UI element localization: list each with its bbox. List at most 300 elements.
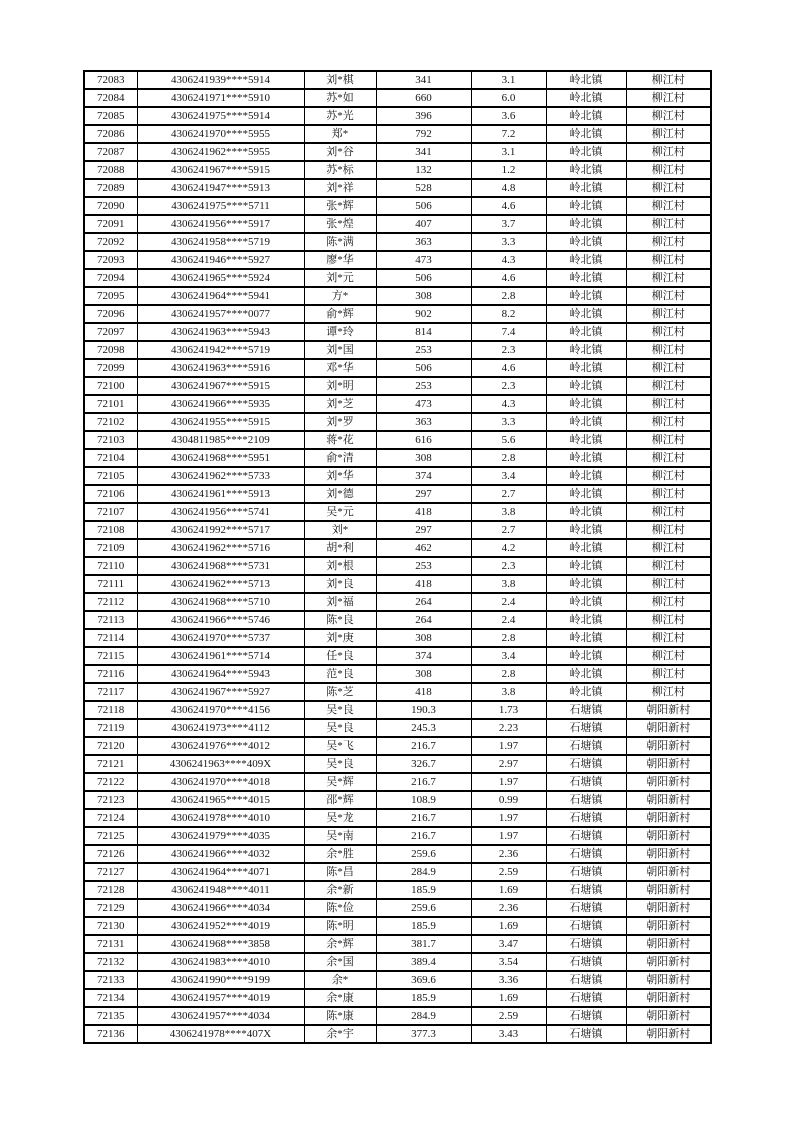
- cell-serial-number: 72122: [84, 773, 137, 791]
- cell-person-name: 张*辉: [304, 197, 376, 215]
- table-row: [84, 755, 711, 773]
- cell-person-name: 邵*辉: [304, 791, 376, 809]
- cell-person-name: 吴*良: [304, 719, 376, 737]
- cell-area: 1.69: [471, 989, 546, 1007]
- table-row: [84, 593, 711, 611]
- cell-amount: 216.7: [376, 773, 471, 791]
- cell-serial-number: 72125: [84, 827, 137, 845]
- cell-area: 1.97: [471, 809, 546, 827]
- cell-id-masked: 4306241964****5943: [137, 665, 304, 683]
- table-row: [84, 269, 711, 287]
- cell-village: 朝阳新村: [626, 791, 711, 809]
- cell-village: 柳江村: [626, 197, 711, 215]
- table-row: [84, 881, 711, 899]
- table-row: [84, 179, 711, 197]
- cell-town: 石塘镇: [546, 881, 626, 899]
- cell-village: 朝阳新村: [626, 1007, 711, 1025]
- cell-town: 石塘镇: [546, 827, 626, 845]
- cell-id-masked: 4306241963****5916: [137, 359, 304, 377]
- cell-serial-number: 72094: [84, 269, 137, 287]
- table-row: [84, 341, 711, 359]
- cell-village: 柳江村: [626, 287, 711, 305]
- cell-amount: 297: [376, 521, 471, 539]
- cell-area: 3.43: [471, 1025, 546, 1043]
- cell-id-masked: 4306241979****4035: [137, 827, 304, 845]
- table-row: [84, 161, 711, 179]
- cell-serial-number: 72107: [84, 503, 137, 521]
- cell-person-name: 范*良: [304, 665, 376, 683]
- cell-village: 柳江村: [626, 323, 711, 341]
- table-row: [84, 575, 711, 593]
- cell-amount: 132: [376, 161, 471, 179]
- table-row: [84, 377, 711, 395]
- cell-serial-number: 72087: [84, 143, 137, 161]
- cell-serial-number: 72098: [84, 341, 137, 359]
- cell-town: 岭北镇: [546, 449, 626, 467]
- cell-serial-number: 72117: [84, 683, 137, 701]
- cell-amount: 396: [376, 107, 471, 125]
- table-row: [84, 701, 711, 719]
- cell-amount: 245.3: [376, 719, 471, 737]
- table-row: [84, 683, 711, 701]
- cell-town: 石塘镇: [546, 809, 626, 827]
- cell-id-masked: 4306241961****5714: [137, 647, 304, 665]
- table-row: [84, 863, 711, 881]
- cell-town: 石塘镇: [546, 755, 626, 773]
- cell-amount: 407: [376, 215, 471, 233]
- table-row: [84, 359, 711, 377]
- cell-serial-number: 72118: [84, 701, 137, 719]
- cell-town: 石塘镇: [546, 899, 626, 917]
- cell-id-masked: 4306241957****0077: [137, 305, 304, 323]
- cell-town: 石塘镇: [546, 845, 626, 863]
- cell-serial-number: 72110: [84, 557, 137, 575]
- cell-person-name: 俞*辉: [304, 305, 376, 323]
- cell-village: 柳江村: [626, 539, 711, 557]
- cell-village: 柳江村: [626, 593, 711, 611]
- cell-id-masked: 4306241983****4010: [137, 953, 304, 971]
- cell-town: 岭北镇: [546, 539, 626, 557]
- table-row: [84, 647, 711, 665]
- cell-town: 岭北镇: [546, 161, 626, 179]
- cell-person-name: 谭*玲: [304, 323, 376, 341]
- cell-town: 岭北镇: [546, 251, 626, 269]
- cell-person-name: 刘*棋: [304, 71, 376, 89]
- cell-amount: 216.7: [376, 737, 471, 755]
- cell-town: 岭北镇: [546, 197, 626, 215]
- table-row: [84, 89, 711, 107]
- cell-village: 柳江村: [626, 503, 711, 521]
- cell-person-name: 方*: [304, 287, 376, 305]
- cell-area: 2.23: [471, 719, 546, 737]
- cell-id-masked: 4306241948****4011: [137, 881, 304, 899]
- cell-id-masked: 4306241978****4010: [137, 809, 304, 827]
- table-row: [84, 125, 711, 143]
- cell-id-masked: 4306241967****5915: [137, 377, 304, 395]
- cell-id-masked: 4306241968****5710: [137, 593, 304, 611]
- cell-amount: 259.6: [376, 899, 471, 917]
- cell-amount: 284.9: [376, 1007, 471, 1025]
- cell-person-name: 刘*罗: [304, 413, 376, 431]
- cell-amount: 369.6: [376, 971, 471, 989]
- cell-id-masked: 4306241952****4019: [137, 917, 304, 935]
- cell-amount: 660: [376, 89, 471, 107]
- cell-area: 4.3: [471, 251, 546, 269]
- cell-area: 1.69: [471, 881, 546, 899]
- cell-area: 2.59: [471, 863, 546, 881]
- cell-id-masked: 4306241968****5731: [137, 557, 304, 575]
- cell-id-masked: 4306241990****9199: [137, 971, 304, 989]
- cell-amount: 506: [376, 269, 471, 287]
- table-row: [84, 197, 711, 215]
- cell-town: 岭北镇: [546, 305, 626, 323]
- cell-person-name: 苏*如: [304, 89, 376, 107]
- cell-village: 柳江村: [626, 89, 711, 107]
- cell-village: 朝阳新村: [626, 881, 711, 899]
- cell-person-name: 吴*辉: [304, 773, 376, 791]
- cell-area: 2.7: [471, 485, 546, 503]
- cell-town: 岭北镇: [546, 557, 626, 575]
- cell-amount: 418: [376, 683, 471, 701]
- cell-area: 3.4: [471, 647, 546, 665]
- cell-amount: 308: [376, 629, 471, 647]
- cell-village: 柳江村: [626, 413, 711, 431]
- cell-id-masked: 4306241963****409X: [137, 755, 304, 773]
- cell-village: 柳江村: [626, 305, 711, 323]
- cell-amount: 216.7: [376, 827, 471, 845]
- cell-area: 4.2: [471, 539, 546, 557]
- cell-person-name: 余*新: [304, 881, 376, 899]
- cell-serial-number: 72105: [84, 467, 137, 485]
- cell-village: 柳江村: [626, 341, 711, 359]
- cell-amount: 792: [376, 125, 471, 143]
- cell-town: 岭北镇: [546, 107, 626, 125]
- table-row: [84, 431, 711, 449]
- cell-amount: 389.4: [376, 953, 471, 971]
- cell-person-name: 邓*华: [304, 359, 376, 377]
- cell-amount: 216.7: [376, 809, 471, 827]
- cell-id-masked: 4306241939****5914: [137, 71, 304, 89]
- cell-id-masked: 4306241967****5915: [137, 161, 304, 179]
- cell-town: 石塘镇: [546, 737, 626, 755]
- cell-person-name: 刘*: [304, 521, 376, 539]
- cell-amount: 418: [376, 503, 471, 521]
- table-row: [84, 485, 711, 503]
- cell-serial-number: 72114: [84, 629, 137, 647]
- cell-village: 柳江村: [626, 215, 711, 233]
- cell-village: 柳江村: [626, 665, 711, 683]
- cell-id-masked: 4306241962****5713: [137, 575, 304, 593]
- cell-amount: 185.9: [376, 989, 471, 1007]
- cell-serial-number: 72130: [84, 917, 137, 935]
- cell-village: 柳江村: [626, 71, 711, 89]
- table-row: [84, 935, 711, 953]
- cell-town: 岭北镇: [546, 359, 626, 377]
- cell-village: 柳江村: [626, 611, 711, 629]
- cell-serial-number: 72121: [84, 755, 137, 773]
- cell-serial-number: 72106: [84, 485, 137, 503]
- cell-village: 柳江村: [626, 269, 711, 287]
- cell-person-name: 刘*良: [304, 575, 376, 593]
- cell-serial-number: 72090: [84, 197, 137, 215]
- cell-serial-number: 72092: [84, 233, 137, 251]
- cell-area: 7.4: [471, 323, 546, 341]
- cell-amount: 185.9: [376, 881, 471, 899]
- table-row: [84, 557, 711, 575]
- cell-serial-number: 72104: [84, 449, 137, 467]
- cell-id-masked: 4306241970****5955: [137, 125, 304, 143]
- cell-serial-number: 72136: [84, 1025, 137, 1043]
- cell-person-name: 陈*良: [304, 611, 376, 629]
- cell-id-masked: 4306241964****4071: [137, 863, 304, 881]
- cell-id-masked: 4306241966****5935: [137, 395, 304, 413]
- cell-town: 岭北镇: [546, 341, 626, 359]
- cell-amount: 528: [376, 179, 471, 197]
- cell-area: 5.6: [471, 431, 546, 449]
- cell-area: 2.97: [471, 755, 546, 773]
- cell-village: 朝阳新村: [626, 899, 711, 917]
- cell-id-masked: 4306241973****4112: [137, 719, 304, 737]
- cell-serial-number: 72100: [84, 377, 137, 395]
- cell-amount: 616: [376, 431, 471, 449]
- cell-village: 柳江村: [626, 467, 711, 485]
- cell-serial-number: 72128: [84, 881, 137, 899]
- cell-id-masked: 4306241970****5737: [137, 629, 304, 647]
- cell-id-masked: 4306241975****5711: [137, 197, 304, 215]
- table-row: [84, 449, 711, 467]
- cell-town: 岭北镇: [546, 485, 626, 503]
- cell-village: 柳江村: [626, 233, 711, 251]
- cell-amount: 341: [376, 71, 471, 89]
- cell-area: 1.97: [471, 827, 546, 845]
- cell-id-masked: 4306241971****5910: [137, 89, 304, 107]
- table-row: [84, 71, 711, 89]
- cell-person-name: 吴*良: [304, 701, 376, 719]
- cell-town: 石塘镇: [546, 917, 626, 935]
- cell-town: 岭北镇: [546, 269, 626, 287]
- cell-amount: 374: [376, 467, 471, 485]
- cell-area: 0.99: [471, 791, 546, 809]
- cell-person-name: 余*辉: [304, 935, 376, 953]
- cell-amount: 264: [376, 593, 471, 611]
- cell-person-name: 刘*国: [304, 341, 376, 359]
- cell-serial-number: 72086: [84, 125, 137, 143]
- cell-town: 石塘镇: [546, 719, 626, 737]
- cell-amount: 341: [376, 143, 471, 161]
- cell-area: 2.3: [471, 557, 546, 575]
- cell-serial-number: 72101: [84, 395, 137, 413]
- cell-town: 岭北镇: [546, 431, 626, 449]
- cell-amount: 308: [376, 287, 471, 305]
- cell-area: 2.36: [471, 899, 546, 917]
- cell-town: 石塘镇: [546, 971, 626, 989]
- cell-amount: 363: [376, 233, 471, 251]
- cell-town: 石塘镇: [546, 953, 626, 971]
- cell-person-name: 余*: [304, 971, 376, 989]
- cell-village: 朝阳新村: [626, 719, 711, 737]
- cell-id-masked: 4306241967****5927: [137, 683, 304, 701]
- cell-village: 柳江村: [626, 431, 711, 449]
- cell-area: 2.4: [471, 593, 546, 611]
- cell-village: 柳江村: [626, 359, 711, 377]
- cell-id-masked: 4306241964****5941: [137, 287, 304, 305]
- cell-area: 1.97: [471, 773, 546, 791]
- cell-id-masked: 4306241970****4156: [137, 701, 304, 719]
- cell-town: 岭北镇: [546, 287, 626, 305]
- cell-id-masked: 4306241946****5927: [137, 251, 304, 269]
- cell-area: 6.0: [471, 89, 546, 107]
- cell-person-name: 苏*标: [304, 161, 376, 179]
- cell-village: 柳江村: [626, 449, 711, 467]
- cell-person-name: 陈*康: [304, 1007, 376, 1025]
- cell-village: 柳江村: [626, 395, 711, 413]
- cell-amount: 473: [376, 251, 471, 269]
- cell-id-masked: 4306241957****4034: [137, 1007, 304, 1025]
- cell-town: 岭北镇: [546, 377, 626, 395]
- cell-serial-number: 72099: [84, 359, 137, 377]
- cell-village: 朝阳新村: [626, 1025, 711, 1043]
- cell-town: 岭北镇: [546, 647, 626, 665]
- table-row: [84, 989, 711, 1007]
- cell-amount: 284.9: [376, 863, 471, 881]
- cell-person-name: 余*康: [304, 989, 376, 1007]
- table-row: [84, 521, 711, 539]
- cell-person-name: 刘*庚: [304, 629, 376, 647]
- table-row: [84, 305, 711, 323]
- cell-area: 3.6: [471, 107, 546, 125]
- cell-area: 2.59: [471, 1007, 546, 1025]
- cell-id-masked: 4306241962****5716: [137, 539, 304, 557]
- cell-village: 朝阳新村: [626, 845, 711, 863]
- cell-village: 柳江村: [626, 647, 711, 665]
- cell-village: 柳江村: [626, 125, 711, 143]
- cell-serial-number: 72095: [84, 287, 137, 305]
- cell-serial-number: 72132: [84, 953, 137, 971]
- table-row: [84, 665, 711, 683]
- cell-village: 柳江村: [626, 377, 711, 395]
- cell-person-name: 苏*光: [304, 107, 376, 125]
- cell-person-name: 余*宇: [304, 1025, 376, 1043]
- cell-person-name: 廖*华: [304, 251, 376, 269]
- cell-person-name: 陈*芝: [304, 683, 376, 701]
- cell-area: 2.3: [471, 341, 546, 359]
- cell-person-name: 刘*德: [304, 485, 376, 503]
- cell-amount: 259.6: [376, 845, 471, 863]
- cell-area: 2.36: [471, 845, 546, 863]
- table-row: [84, 215, 711, 233]
- cell-serial-number: 72089: [84, 179, 137, 197]
- cell-id-masked: 4306241976****4012: [137, 737, 304, 755]
- cell-area: 3.47: [471, 935, 546, 953]
- cell-area: 3.54: [471, 953, 546, 971]
- cell-village: 柳江村: [626, 575, 711, 593]
- cell-village: 朝阳新村: [626, 809, 711, 827]
- cell-area: 4.6: [471, 269, 546, 287]
- cell-person-name: 郑*: [304, 125, 376, 143]
- cell-serial-number: 72116: [84, 665, 137, 683]
- cell-amount: 506: [376, 197, 471, 215]
- cell-village: 朝阳新村: [626, 917, 711, 935]
- cell-serial-number: 72129: [84, 899, 137, 917]
- cell-serial-number: 72091: [84, 215, 137, 233]
- cell-town: 石塘镇: [546, 791, 626, 809]
- cell-area: 4.3: [471, 395, 546, 413]
- cell-amount: 473: [376, 395, 471, 413]
- cell-id-masked: 4306241968****5951: [137, 449, 304, 467]
- cell-person-name: 吴*龙: [304, 809, 376, 827]
- table-row: [84, 809, 711, 827]
- cell-area: 1.69: [471, 917, 546, 935]
- cell-serial-number: 72097: [84, 323, 137, 341]
- table-row: [84, 233, 711, 251]
- cell-area: 2.3: [471, 377, 546, 395]
- cell-area: 2.8: [471, 665, 546, 683]
- cell-village: 柳江村: [626, 161, 711, 179]
- cell-amount: 308: [376, 665, 471, 683]
- cell-area: 4.6: [471, 359, 546, 377]
- cell-serial-number: 72085: [84, 107, 137, 125]
- cell-village: 柳江村: [626, 143, 711, 161]
- cell-area: 1.73: [471, 701, 546, 719]
- table-row: [84, 1025, 711, 1043]
- table-row: [84, 899, 711, 917]
- table-row: [84, 539, 711, 557]
- cell-village: 朝阳新村: [626, 953, 711, 971]
- cell-amount: 190.3: [376, 701, 471, 719]
- cell-id-masked: 4306241962****5733: [137, 467, 304, 485]
- table-row: [84, 773, 711, 791]
- cell-village: 柳江村: [626, 521, 711, 539]
- cell-village: 朝阳新村: [626, 755, 711, 773]
- cell-village: 朝阳新村: [626, 989, 711, 1007]
- cell-id-masked: 4306241947****5913: [137, 179, 304, 197]
- cell-area: 3.1: [471, 71, 546, 89]
- cell-person-name: 刘*芝: [304, 395, 376, 413]
- cell-person-name: 陈*俭: [304, 899, 376, 917]
- cell-amount: 374: [376, 647, 471, 665]
- cell-person-name: 刘*谷: [304, 143, 376, 161]
- cell-village: 柳江村: [626, 557, 711, 575]
- cell-id-masked: 4306241966****5746: [137, 611, 304, 629]
- cell-person-name: 胡*利: [304, 539, 376, 557]
- cell-amount: 462: [376, 539, 471, 557]
- cell-area: 1.97: [471, 737, 546, 755]
- cell-person-name: 吴*良: [304, 755, 376, 773]
- cell-amount: 108.9: [376, 791, 471, 809]
- cell-serial-number: 72112: [84, 593, 137, 611]
- cell-serial-number: 72096: [84, 305, 137, 323]
- cell-id-masked: 4306241961****5913: [137, 485, 304, 503]
- cell-person-name: 刘*元: [304, 269, 376, 287]
- cell-person-name: 余*国: [304, 953, 376, 971]
- cell-area: 3.4: [471, 467, 546, 485]
- cell-town: 岭北镇: [546, 215, 626, 233]
- cell-id-masked: 4306241965****4015: [137, 791, 304, 809]
- cell-village: 朝阳新村: [626, 863, 711, 881]
- cell-id-masked: 4306241956****5917: [137, 215, 304, 233]
- table-row: [84, 143, 711, 161]
- table-row: [84, 503, 711, 521]
- cell-amount: 363: [376, 413, 471, 431]
- cell-serial-number: 72108: [84, 521, 137, 539]
- cell-id-masked: 4306241962****5955: [137, 143, 304, 161]
- cell-amount: 253: [376, 377, 471, 395]
- cell-person-name: 刘*明: [304, 377, 376, 395]
- cell-town: 石塘镇: [546, 935, 626, 953]
- table-row: [84, 467, 711, 485]
- cell-amount: 814: [376, 323, 471, 341]
- cell-area: 4.8: [471, 179, 546, 197]
